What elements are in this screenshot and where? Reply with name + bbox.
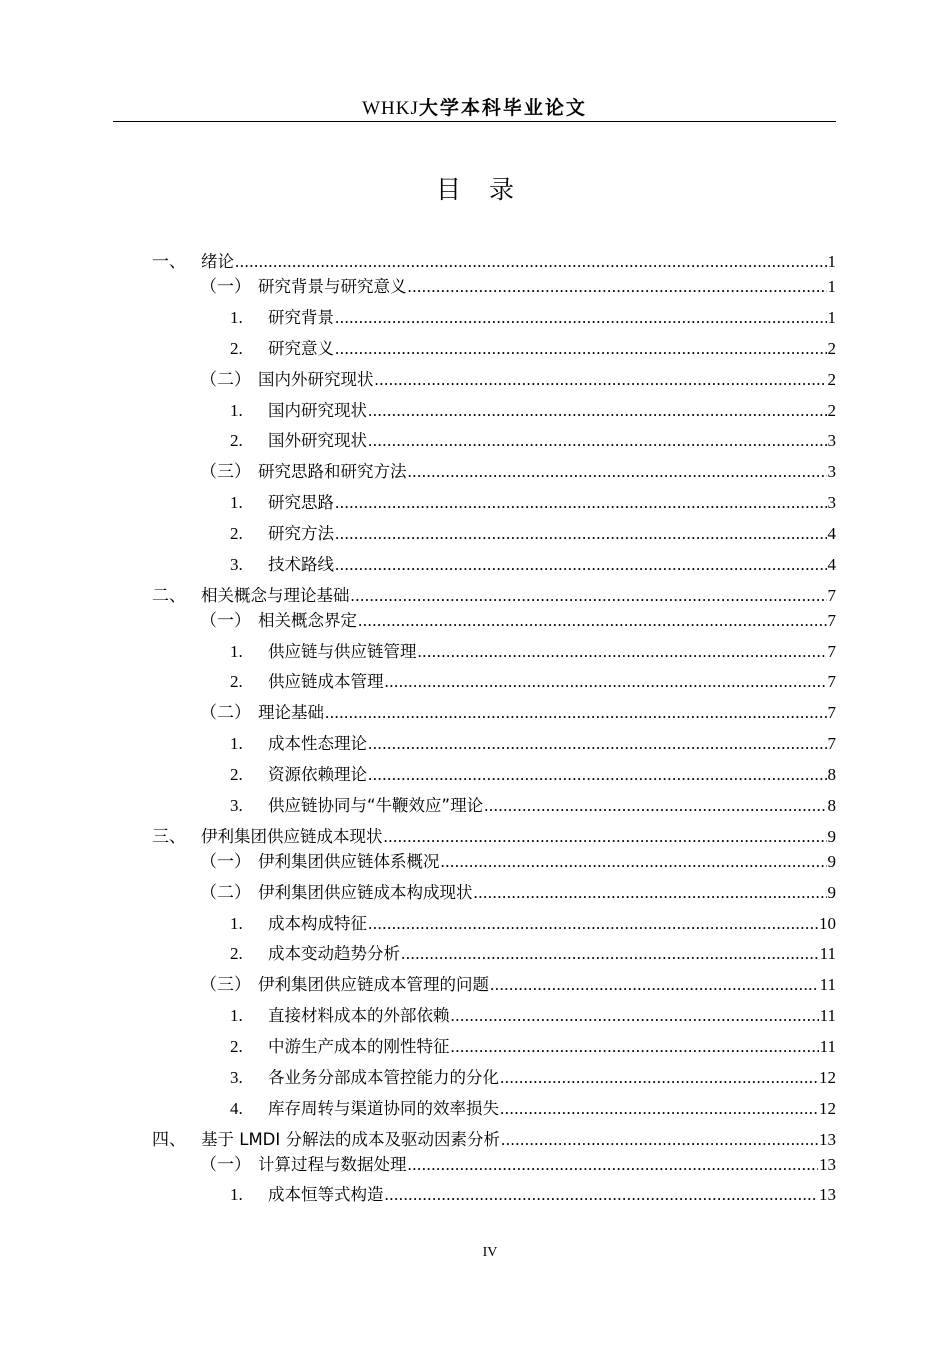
- toc-entry-title: 技术路线: [268, 555, 334, 574]
- toc-entry[interactable]: [230, 795, 836, 817]
- toc-entry[interactable]: [230, 671, 836, 693]
- toc-entry-number: 3.: [230, 796, 243, 815]
- toc-leader-dots: [384, 826, 827, 848]
- toc-entry[interactable]: [230, 1067, 836, 1089]
- toc-entry[interactable]: [152, 585, 836, 607]
- toc-entry-title: 国外研究现状: [268, 431, 367, 450]
- toc-entry[interactable]: [230, 492, 836, 514]
- toc-leader-dots: [474, 882, 827, 904]
- toc-entry[interactable]: [152, 826, 836, 848]
- toc-entry[interactable]: [230, 1184, 836, 1206]
- toc-entry-number: 1.: [230, 308, 243, 327]
- toc-entry-title: 供应链成本管理: [268, 672, 384, 691]
- toc-entry-title: 研究背景: [268, 308, 334, 327]
- toc-leader-dots: [408, 461, 827, 483]
- toc-entry[interactable]: [200, 1154, 836, 1176]
- toc-entry-title: 资源依赖理论: [268, 765, 367, 784]
- toc-entry[interactable]: [230, 430, 836, 452]
- toc-entry-number: （一）: [200, 1155, 251, 1175]
- toc-entry-number: （一）: [200, 852, 251, 872]
- toc-entry-page: 1: [827, 252, 836, 271]
- toc-entry-number: （三）: [200, 975, 251, 995]
- toc-entry-number: （一）: [200, 611, 251, 631]
- toc-entry-title: 伊利集团供应链体系概况: [258, 852, 440, 871]
- toc-entry-page: 9: [827, 852, 836, 871]
- toc-entry-title: 各业务分部成本管控能力的分化: [268, 1068, 499, 1087]
- toc-entry-title: 成本变动趋势分析: [268, 944, 400, 963]
- toc-entry-page: 2: [827, 339, 836, 358]
- toc-entry-number: 1.: [230, 401, 243, 420]
- toc-entry-number: （三）: [200, 462, 251, 482]
- toc-entry-number: 2.: [230, 672, 243, 691]
- toc-entry-page: 7: [827, 734, 836, 753]
- toc-entry-title: 研究方法: [268, 524, 334, 543]
- toc-entry-title: 研究思路和研究方法: [258, 462, 407, 481]
- toc-leader-dots: [368, 430, 827, 452]
- toc-entry[interactable]: [230, 1098, 836, 1120]
- toc-entry-title: 研究背景与研究意义: [258, 277, 407, 296]
- toc-entry-number: （二）: [200, 370, 251, 390]
- toc-entry-page: 7: [827, 611, 836, 630]
- toc-entry[interactable]: [200, 461, 836, 483]
- toc-entry[interactable]: [200, 702, 836, 724]
- toc-entry[interactable]: [230, 554, 836, 576]
- toc-entry-page: 13: [819, 1185, 836, 1204]
- toc-entry-number: 1.: [230, 734, 243, 753]
- toc-entry-number: 4.: [230, 1099, 243, 1118]
- toc-entry[interactable]: [230, 943, 836, 965]
- toc-entry-page: 12: [819, 1068, 836, 1087]
- toc-leader-dots: [335, 307, 827, 329]
- toc-entry-title: 伊利集团供应链成本构成现状: [258, 883, 473, 902]
- toc-entry[interactable]: [200, 276, 836, 298]
- toc-entry-number: 四、: [152, 1130, 186, 1150]
- toc-entry-number: 1.: [230, 914, 243, 933]
- toc-entry-title: 成本构成特征: [268, 914, 367, 933]
- toc-entry-page: 9: [827, 827, 836, 846]
- toc-entry-title: 伊利集团供应链成本管理的问题: [258, 975, 489, 994]
- toc-entry-number: 2.: [230, 431, 243, 450]
- toc-entry-number: 2.: [230, 944, 243, 963]
- toc-entry[interactable]: [230, 1005, 836, 1027]
- toc-entry-title: 直接材料成本的外部依赖: [268, 1006, 450, 1025]
- toc-entry-number: 1.: [230, 642, 243, 661]
- toc-entry-page: 11: [819, 1006, 836, 1025]
- toc-entry[interactable]: [230, 1036, 836, 1058]
- toc-leader-dots: [385, 1184, 819, 1206]
- toc-leader-dots: [451, 1036, 819, 1058]
- toc-entry-page: 9: [827, 883, 836, 902]
- toc-entry-title: 库存周转与渠道协同的效率损失: [268, 1099, 499, 1118]
- toc-entry-title: 中游生产成本的刚性特征: [268, 1037, 450, 1056]
- toc-entry-title: 相关概念与理论基础: [201, 586, 350, 605]
- toc-entry-title: 计算过程与数据处理: [258, 1155, 407, 1174]
- toc-entry-title: 供应链与供应链管理: [268, 642, 417, 661]
- toc-entry-title: 供应链协同与“牛鞭效应”理论: [268, 796, 484, 815]
- toc-entry-page: 13: [819, 1155, 836, 1174]
- toc-leader-dots: [368, 400, 827, 422]
- toc-entry-page: 1: [827, 277, 836, 296]
- toc-title: 目录: [435, 175, 542, 204]
- toc-entry-page: 7: [827, 703, 836, 722]
- toc-entry-number: 2.: [230, 524, 243, 543]
- toc-entry[interactable]: [230, 338, 836, 360]
- toc-entry[interactable]: [200, 610, 836, 632]
- toc-leader-dots: [351, 585, 827, 607]
- toc-entry[interactable]: [230, 764, 836, 786]
- toc-leader-dots: [385, 671, 827, 693]
- toc-entry-number: 2.: [230, 1037, 243, 1056]
- toc-entry-title: 成本性态理论: [268, 734, 367, 753]
- toc-entry-number: 一、: [152, 252, 186, 272]
- toc-entry-page: 2: [827, 370, 836, 389]
- toc-entry-page: 3: [827, 493, 836, 512]
- toc-entry-title: 研究意义: [268, 339, 334, 358]
- toc-entry-number: （一）: [200, 277, 251, 297]
- toc-leader-dots: [441, 851, 827, 873]
- toc-leader-dots: [484, 795, 826, 817]
- toc-entry-page: 1: [827, 308, 836, 327]
- toc-entry-page: 3: [827, 462, 836, 481]
- toc-leader-dots: [408, 1154, 819, 1176]
- toc-leader-dots: [335, 338, 827, 360]
- toc-entry-page: 8: [827, 765, 836, 784]
- toc-entry-number: 1.: [230, 1185, 243, 1204]
- toc-leader-dots: [500, 1098, 818, 1120]
- toc-leader-dots: [401, 943, 819, 965]
- toc-entry[interactable]: [230, 400, 836, 422]
- toc-leader-dots: [408, 276, 827, 298]
- toc-entry-number: （二）: [200, 703, 251, 723]
- toc-leader-dots: [368, 764, 827, 786]
- toc-entry-title: 伊利集团供应链成本现状: [201, 827, 383, 846]
- toc-entry-page: 11: [819, 1037, 836, 1056]
- toc-entry-number: 2.: [230, 339, 243, 358]
- toc-leader-dots: [500, 1067, 818, 1089]
- toc-entry-number: 1.: [230, 1006, 243, 1025]
- toc-entry[interactable]: [152, 1129, 836, 1151]
- toc-entry-page: 8: [827, 796, 836, 815]
- toc-leader-dots: [501, 1129, 818, 1151]
- toc-leader-dots: [490, 974, 819, 996]
- toc-entry-number: 3.: [230, 555, 243, 574]
- toc-entry-page: 7: [827, 672, 836, 691]
- toc-entry-number: （二）: [200, 883, 251, 903]
- toc-entry-title: 相关概念界定: [258, 611, 357, 630]
- toc-entry-page: 12: [819, 1099, 836, 1118]
- toc-entry-title: 理论基础: [258, 703, 324, 722]
- toc-entry-number: 1.: [230, 493, 243, 512]
- toc-entry[interactable]: [230, 733, 836, 755]
- toc-entry[interactable]: [200, 851, 836, 873]
- toc-leader-dots: [335, 554, 827, 576]
- toc-entry-number: 3.: [230, 1068, 243, 1087]
- toc-entry-number: 2.: [230, 765, 243, 784]
- toc-leader-dots: [358, 610, 827, 632]
- toc-entry[interactable]: [230, 523, 836, 545]
- toc-entry[interactable]: [230, 307, 836, 329]
- toc-leader-dots: [325, 702, 827, 724]
- toc-leader-dots: [418, 641, 827, 663]
- toc-leader-dots: [451, 1005, 819, 1027]
- page-number: IV: [482, 1245, 498, 1260]
- toc-entry-title: 研究思路: [268, 493, 334, 512]
- toc-entry-page: 13: [819, 1130, 836, 1149]
- toc-entry[interactable]: [200, 369, 836, 391]
- header-latin-text: WHKJ: [362, 98, 419, 119]
- toc-entry-page: 10: [819, 914, 836, 933]
- toc-entry-title: 基于 LMDI 分解法的成本及驱动因素分析: [201, 1130, 500, 1149]
- toc-leader-dots: [368, 733, 827, 755]
- toc-entry-number: 三、: [152, 827, 186, 847]
- toc-entry-title: 国内外研究现状: [258, 370, 374, 389]
- toc-entry-number: 二、: [152, 586, 186, 606]
- toc-leader-dots: [368, 913, 818, 935]
- toc-entry[interactable]: [200, 974, 836, 996]
- toc-entry-page: 11: [819, 975, 836, 994]
- toc-entry-page: 4: [827, 524, 836, 543]
- toc-entry[interactable]: [152, 251, 836, 273]
- toc-entry-title: 成本恒等式构造: [268, 1185, 384, 1204]
- toc-leader-dots: [235, 251, 827, 273]
- toc-entry-page: 7: [827, 586, 836, 605]
- toc-entry-page: 3: [827, 431, 836, 450]
- toc-entry-page: 7: [827, 642, 836, 661]
- toc-leader-dots: [335, 523, 827, 545]
- toc-entry-title: 绪论: [201, 252, 234, 271]
- header-cjk-text: 大学本科毕业论文: [418, 97, 587, 119]
- toc-entry[interactable]: [230, 641, 836, 663]
- toc-leader-dots: [335, 492, 827, 514]
- toc-entry[interactable]: [230, 913, 836, 935]
- toc-entry-page: 11: [819, 944, 836, 963]
- toc-entry-page: 4: [827, 555, 836, 574]
- toc-entry-page: 2: [827, 401, 836, 420]
- toc-leader-dots: [375, 369, 827, 391]
- page-header: [113, 96, 836, 122]
- toc-entry-title: 国内研究现状: [268, 401, 367, 420]
- toc-entry[interactable]: [200, 882, 836, 904]
